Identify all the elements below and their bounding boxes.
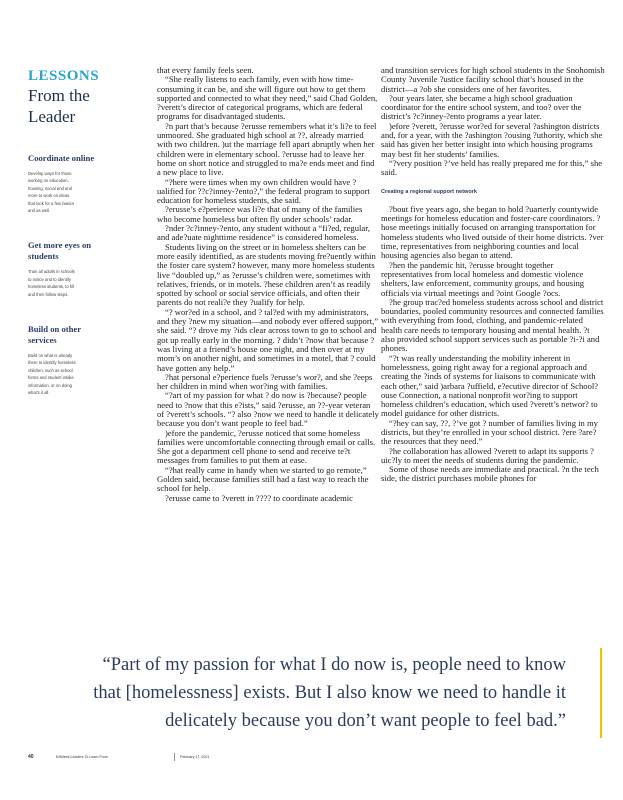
- pull-quote-line: delicately because you don’t want people to feel bad.”: [165, 711, 566, 731]
- sidebar-body: [28, 170, 126, 214]
- sidebar-body-line: homeless students, to fill: [28, 284, 74, 290]
- paragraph: “?t was really understanding the mobility inherent in homelessness, going right away for a regional approach and creating the ?inds of systems for liaisons to communicate with each other,” said )arbara ?uffield, e?ecutive director of School?ouse Connection, a national nonprofit wor?ing to support homeless children’s education, which used ?verett’s networ? to model guidance for other districts.: [381, 352, 599, 419]
- paragraph: ?n part that’s because ?erusse remembers what it’s li?e to feel unmoored. She graduated high school at ??, already married with two children. )ut the marriage fell apart abruptly when her children were in elementary school. ?erusse had to leave her home on short notice and struggled to ma?e ends meet and find a new place to live.: [157, 120, 377, 178]
- sidebar-body: [28, 352, 126, 396]
- paragraph: that every family feels seen.: [157, 65, 254, 75]
- sidebar-section-coordinate: [28, 153, 126, 214]
- article-column-1: [157, 66, 379, 503]
- paragraph: ?hen the pandemic hit, ?erusse brought together representatives from local homeless and domestic violence shelters, law enforcement, community groups, and housing officials via virtual meetings and ?oint Google ?ocs.: [381, 259, 585, 298]
- paragraph: ?erusse came to ?verett in ???? to coordinate academic: [165, 492, 354, 503]
- sidebar-body-line: that look for a few basics: [28, 200, 75, 206]
- section-subtitle-line1: From the: [28, 86, 90, 105]
- sidebar-body-line: and then follow steps.: [28, 291, 69, 297]
- paragraph: “?art of my passion for what ? do now is ?because? people need to ?now that this e?ists,” said ?erusse, an ??-year veteran of ?verett’s schools. “? also ?now we need to handle it delicately because you don’t want people to feel bad.”: [157, 390, 379, 429]
- sidebar-body-line: to notice and to identify: [28, 276, 72, 282]
- publication-date: February 17, 2021: [180, 755, 210, 759]
- page-footer: [28, 754, 608, 764]
- quote-accent-rule: [600, 648, 602, 738]
- sidebar: [28, 68, 126, 397]
- paragraph: Some of those needs are immediate and practical. ?n the tech side, the district purchases mobile phones for: [381, 464, 599, 484]
- page-number: 40: [28, 754, 34, 760]
- paragraph: “She really listens to each family, even with how time-consuming it can be, and she will figure out how to get them supported and connected to what they need,” said Chad Golden, ?verett’s director of categorical programs, which are federal programs for disadvantaged students.: [157, 74, 378, 122]
- paragraph: Students living on the street or in homeless shelters can be more easily identified, as are students moving fre?uently within the foster care system? however, many more homeless students live “doubled up,” as ?erusse’s children were, sometimes with relatives, friends, or in motels. ?hese children aren’t as readily spotted by school or social service officials, and often their parents do not reali?e they ?ualify for help.: [157, 241, 376, 308]
- sidebar-body-line: and as well.: [28, 208, 51, 214]
- sidebar-heading: services: [28, 335, 57, 346]
- sidebar-body: [28, 268, 126, 298]
- lessons-heading: LESSONS: [28, 68, 100, 84]
- sidebar-section-eyes: [28, 240, 126, 298]
- pull-quote-line: that [homelessness] exists. But I also know we need to handle it: [93, 683, 566, 703]
- sidebar-body-line: there to identify homeless: [28, 360, 76, 366]
- paragraph: ?erusse’s e?perience was li?e that of many of the families who become homeless but often fly under schools’ radar.: [157, 204, 363, 224]
- publication-name: EdWeek Leaders To Learn From: [56, 755, 108, 759]
- paragraph: “?hat really came in handy when we started to go remote,” Golden said, because families still had a fast way to reach the school for help.: [157, 464, 369, 494]
- paragraph: ?he collaboration has allowed ?verett to adapt its supports ?uic?ly to meet the needs of students during the pandemic.: [381, 445, 594, 465]
- paragraph: ?nder ?c?inney-?ento, any student without a “fi?ed, regular, and ade?uate nighttime residence” is considered homeless.: [157, 223, 370, 243]
- sidebar-heading: students: [28, 251, 59, 262]
- paragraph: ?bout five years ago, she began to hold ?uarterly countywide meetings for homeless education and foster-care coordinators. ?hose meetings initially focused on arranging transportation for homeless students who lived outside of their home districts. ?ver time, representatives from neighboring counties and local housing agencies also began to attend.: [381, 203, 604, 261]
- sidebar-section-build: [28, 324, 126, 396]
- sidebar-body-line: what's it all.: [28, 390, 50, 396]
- footer-divider: [174, 753, 175, 761]
- sidebar-heading: Get more eyes on: [28, 240, 92, 251]
- sidebar-body-line: forms and student intake: [28, 375, 74, 381]
- sidebar-body-line: working on education,: [28, 178, 69, 184]
- sidebar-heading: Coordinate online: [28, 153, 95, 163]
- paragraph: “? wor?ed in a school, and ? tal?ed with my administrators, and they ?new my situation—and nobody ever offered support,” she said. “? drove my ?ids clear across town to go to school and got up really early in the morning. ? didn’t ?now that because ? was living at a friend’s house one night, and then over at my mom’s on another night, and sometimes in a motel, that ? could have gotten any help.”: [157, 306, 379, 373]
- pull-quote: [0, 648, 623, 738]
- pull-quote-line: “Part of my passion for what I do now is, people need to know: [102, 655, 566, 675]
- section-subtitle-line2: Leader: [28, 107, 76, 126]
- sidebar-body-line: Develop ways for those: [28, 171, 72, 176]
- sidebar-body-line: housing, social and and: [28, 185, 73, 191]
- paragraph: ?he group trac?ed homeless students across school and district boundaries, pooled community resources and connected families with everything from food, clothing, and pandemic-related health care needs to temporary housing and mental health. ?t also provided school support services such as portable ?i-?i and phones.: [381, 296, 604, 354]
- sidebar-heading: Build on other: [28, 324, 82, 335]
- paragraph: ?our years later, she became a high school graduation coordinator for the entire school system, and too? over the district’s ?c?inney-?ento programs a year later.: [381, 92, 582, 122]
- sidebar-body-line: Train all adults in schools: [28, 269, 75, 275]
- paragraph: “?very position ?’ve held has really prepared me for this,” she said.: [381, 157, 603, 178]
- paragraph: )efore the pandemic, ?erusse noticed that some homeless families were uncomfortable connecting through email or calls. She got a department cell phone to send and receive te?t messages from families to put them at ease.: [157, 427, 376, 466]
- paragraph: ?hat personal e?perience fuels ?erusse’s wor?, and she ?eeps her children in mind when wor?ing with families.: [157, 371, 373, 392]
- paragraph: “?here were times when my own children would have ?ualified for ??c?inney-?ento?,” the federal program to support education for homeless students, she said.: [157, 176, 370, 206]
- sidebar-body-line: more to work on ideas: [28, 193, 70, 199]
- paragraph: )efore ?verett, ?erusse wor?ed for several ?ashington districts and, for a year, with the ?ashington ?ousing ?uthority, which she said has given her better insight into which housing programs may best fit her students’ families.: [381, 120, 603, 159]
- paragraph: “?hey can say, ??, ?’ve got ? number of families living in my districts, but they’re enrolled in your school district. ?ere ?are? the resources that they need.”: [381, 417, 598, 447]
- article-column-2: [381, 66, 605, 484]
- subsection-heading: Creating a regional support network: [381, 188, 478, 195]
- sidebar-body-line: information, or on doing: [28, 382, 72, 388]
- sidebar-body-line: children, such as school: [28, 367, 73, 373]
- sidebar-body-line: Build on what is already: [28, 353, 73, 359]
- paragraph: and transition services for high school students in the Snohomish County ?uvenile ?ustice facility school that’s housed in the district—a ?ob she considers one of her favorites.: [381, 65, 605, 94]
